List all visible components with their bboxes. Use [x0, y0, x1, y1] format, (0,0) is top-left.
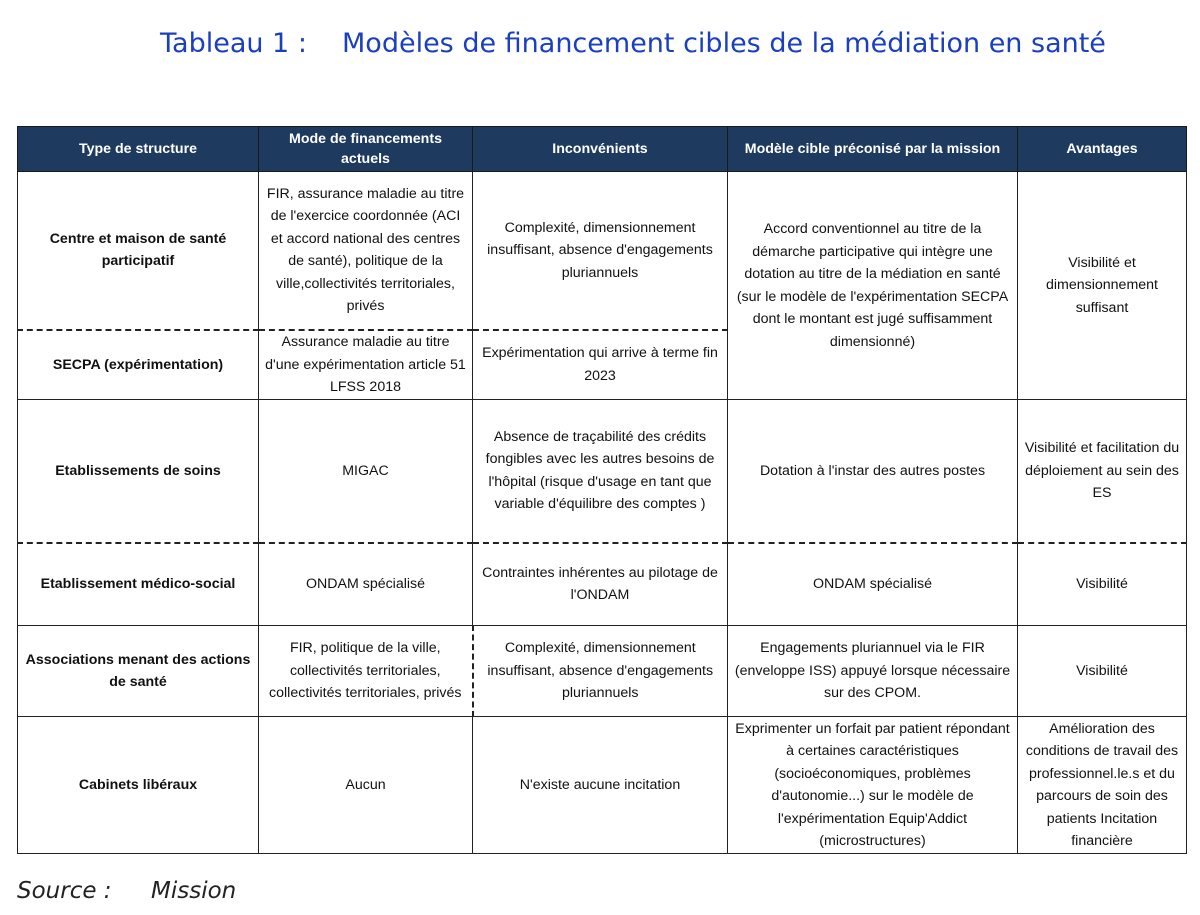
header-avantages: Avantages — [1018, 127, 1187, 172]
table-row — [18, 400, 1187, 543]
cell-type: Associations menant des actions de santé — [18, 626, 259, 717]
cell-mode: FIR, assurance maladie au titre de l'exercice coordonnée (ACI et accord national des centres de santé), politique de la ville,collectivités territoriales, privés — [259, 172, 473, 330]
cell-type: Cabinets libéraux — [18, 717, 259, 854]
cell-mode: MIGAC — [259, 400, 473, 543]
source-label: Source : — [17, 878, 112, 904]
cell-avantages: Visibilité et facilitation du déploiement au sein des ES — [1018, 400, 1187, 543]
cell-inconvenients: Contraintes inhérentes au pilotage de l'ONDAM — [473, 543, 728, 626]
cell-avantages: Visibilité — [1018, 543, 1187, 626]
cell-type: SECPA (expérimentation) — [18, 330, 259, 400]
cell-modele: Exprimenter un forfait par patient répondant à certaines caractéristiques (socioéconomiques, problèmes d'autonomie...) sur le modèle de l'expérimentation Equip'Addict (microstructures) — [728, 717, 1018, 854]
cell-inconvenients: Absence de traçabilité des crédits fongibles avec les autres besoins de l'hôpital (risque d'usage en tant que variable d'équilibre des comptes ) — [473, 400, 728, 543]
header-inconvenients: Inconvénients — [473, 127, 728, 172]
cell-mode: Assurance maladie au titre d'une expérimentation article 51 LFSS 2018 — [259, 330, 473, 400]
cell-avantages: Visibilité et dimensionnement suffisant — [1018, 172, 1187, 400]
cell-modele: Accord conventionnel au titre de la démarche participative qui intègre une dotation au titre de la médiation en santé (sur le modèle de l'expérimentation SECPA dont le montant est jugé suffisamment dimensionné) — [728, 172, 1018, 400]
page-title — [160, 28, 1106, 59]
source-note — [17, 878, 236, 904]
table-number: Tableau 1 : — [160, 28, 307, 59]
cell-mode: ONDAM spécialisé — [259, 543, 473, 626]
cell-avantages: Visibilité — [1018, 626, 1187, 717]
cell-mode: Aucun — [259, 717, 473, 854]
table-title: Modèles de financement cibles de la médiation en santé — [342, 28, 1106, 59]
financing-table — [17, 126, 1187, 854]
cell-type: Etablissement médico-social — [18, 543, 259, 626]
source-value: Mission — [151, 878, 237, 904]
header-modele: Modèle cible préconisé par la mission — [728, 127, 1018, 172]
cell-inconvenients: N'existe aucune incitation — [473, 717, 728, 854]
table-row — [18, 717, 1187, 854]
header-mode: Mode de financements actuels — [259, 127, 473, 172]
cell-avantages: Amélioration des conditions de travail des professionnel.le.s et du parcours de soin des patients Incitation financière — [1018, 717, 1187, 854]
cell-type: Centre et maison de santé participatif — [18, 172, 259, 330]
header-row — [18, 127, 1187, 172]
cell-mode: FIR, politique de la ville, collectivités territoriales, collectivités territoriales, privés — [259, 626, 473, 717]
header-type: Type de structure — [18, 127, 259, 172]
cell-type: Etablissements de soins — [18, 400, 259, 543]
cell-modele: ONDAM spécialisé — [728, 543, 1018, 626]
cell-inconvenients: Complexité, dimensionnement insuffisant, absence d'engagements pluriannuels — [473, 626, 728, 717]
cell-inconvenients: Expérimentation qui arrive à terme fin 2023 — [473, 330, 728, 400]
table-row — [18, 172, 1187, 330]
table-row — [18, 543, 1187, 626]
table-row — [18, 626, 1187, 717]
cell-modele: Dotation à l'instar des autres postes — [728, 400, 1018, 543]
cell-inconvenients: Complexité, dimensionnement insuffisant, absence d'engagements pluriannuels — [473, 172, 728, 330]
cell-modele: Engagements pluriannuel via le FIR (enveloppe ISS) appuyé lorsque nécessaire sur des CPOM. — [728, 626, 1018, 717]
